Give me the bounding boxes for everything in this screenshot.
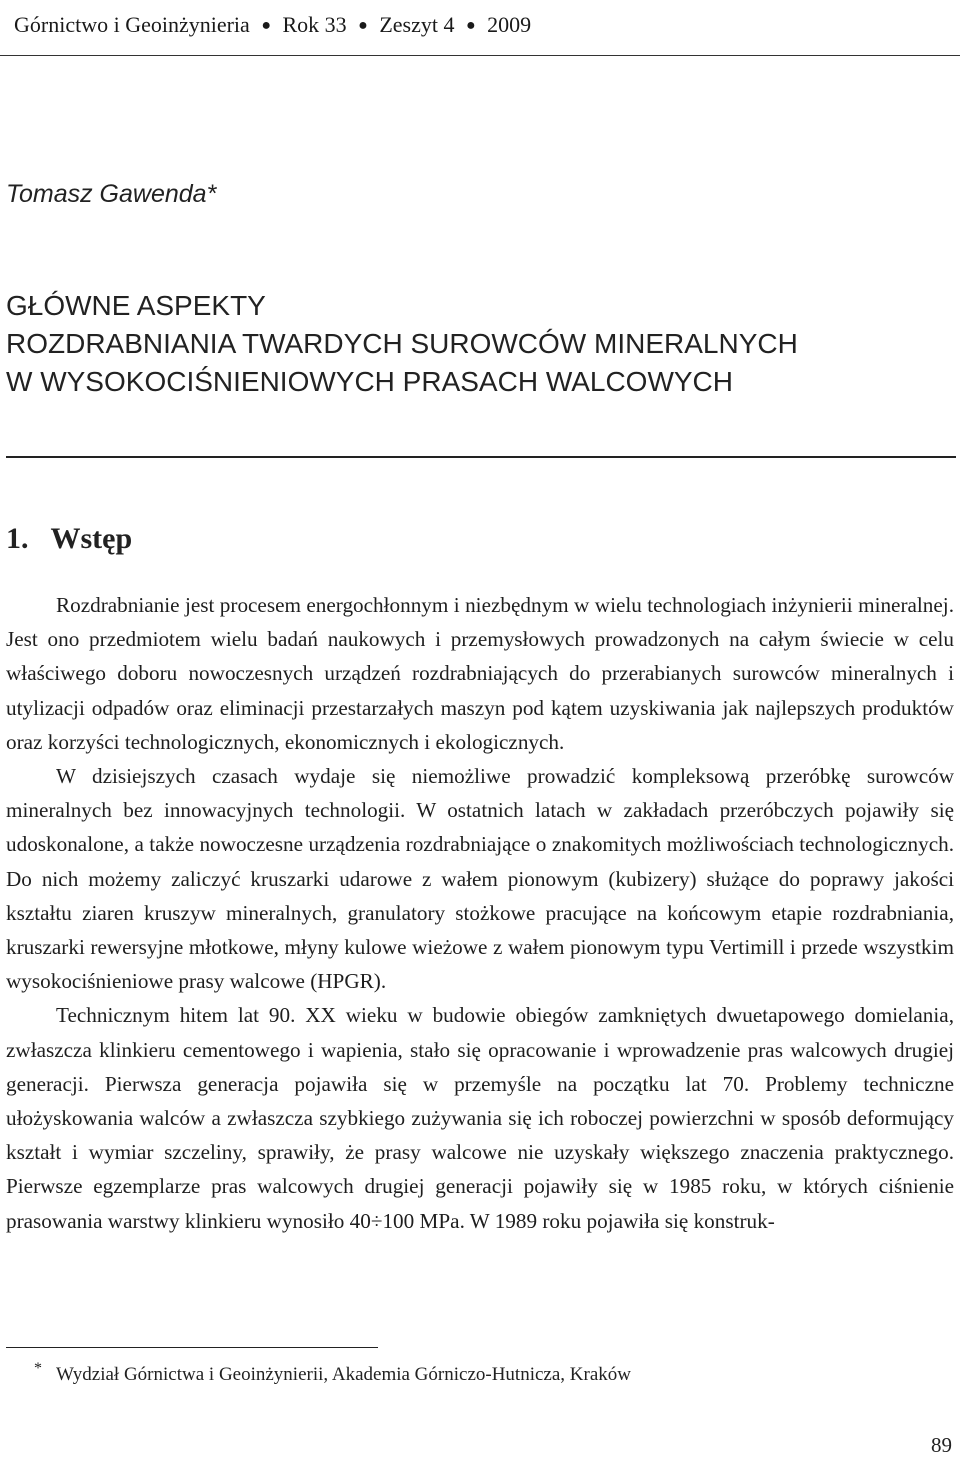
publication-year: 2009 — [487, 12, 532, 37]
paragraph: W dzisiejszych czasach wydaje się niemożliwe prowadzić kompleksową przeróbkę surowców mineralnych bez innowacyjnych technologii. W ostatnich latach w zakładach przeróbczych pojawiły się udoskonalone, a także nowoczesne urządzenia rozdrabniające o znakomitych możliwościach technologicznych. Do nich możemy zaliczyć kruszarki udarowe z wałem pionowym (kubizery) służące do poprawy jakości kształtu ziaren kruszyw mineralnych, granulatory stożkowe pracujące na końcowym etapie rozdrabniania, kruszarki rewersyjne młotkowe, młyny kulowe wieżowe z wałem pionowym typu Vertimill i przede wszystkim wysokociśnieniowe prasy walcowe (HPGR). — [6, 764, 954, 994]
footnote-rule — [6, 1347, 378, 1348]
issue-label: Zeszyt 4 — [379, 12, 455, 37]
title-line: W WYSOKOCIŚNIENIOWYCH PRASACH WALCOWYCH — [6, 366, 734, 397]
running-header — [14, 10, 954, 41]
footnote-mark: * — [34, 1360, 42, 1377]
separator-dot: ● — [466, 17, 476, 34]
article-title — [6, 287, 946, 401]
title-line: ROZDRABNIANIA TWARDYCH SUROWCÓW MINERALNYCH — [6, 328, 798, 359]
title-line: GŁÓWNE ASPEKTY — [6, 290, 266, 321]
separator-dot: ● — [358, 17, 368, 34]
author-name: Tomasz Gawenda* — [6, 180, 217, 208]
section-title: Wstęp — [50, 522, 133, 555]
volume-label: Rok 33 — [282, 12, 347, 37]
section-number: 1. — [6, 522, 29, 555]
header-rule — [0, 55, 960, 56]
title-rule — [6, 456, 956, 458]
section-heading — [6, 520, 132, 558]
footnote — [34, 1360, 934, 1390]
footnote-text: Wydział Górnictwa i Geoinżynierii, Akademia Górniczo-Hutnicza, Kraków — [56, 1364, 631, 1385]
journal-name: Górnictwo i Geoinżynieria — [14, 12, 250, 37]
paragraph: Rozdrabnianie jest procesem energochłonnym i niezbędnym w wielu technologiach inżynierii mineralnej. Jest ono przedmiotem wielu badań naukowych i przemysłowych prowadzonych na całym świecie w celu właściwego doboru nowoczesnych urządzeń rozdrabniających do przerabianych surowców mineralnych i utylizacji odpadów oraz eliminacji przestarzałych maszyn pod kątem uzyskiwania jak najlepszych produktów oraz korzyści technologicznych, ekonomicznych i ekologicznych. — [6, 593, 954, 754]
body-text — [6, 588, 954, 1238]
page-number: 89 — [931, 1433, 952, 1457]
separator-dot: ● — [261, 17, 271, 34]
paragraph: Technicznym hitem lat 90. XX wieku w budowie obiegów zamkniętych dwuetapowego domielania, zwłaszcza klinkieru cementowego i wapienia, stało się opracowanie i wprowadzenie pras walcowych drugiej generacji. Pierwsza generacja pojawiła się w przemyśle na początku lat 70. Problemy techniczne ułożyskowania walców a zwłaszcza szybkiego zużywania się ich roboczej powierzchni w sposób deformujący kształt i wymiar szczeliny, sprawiły, że prasy walcowe nie uzyskały większego znaczenia praktycznego. Pierwsze egzemplarze pras walcowych drugiej generacji pojawiły się w 1985 roku, w których ciśnienie prasowania warstwy klinkieru wynosiło 40÷100 MPa. W 1989 roku pojawiła się konstruk- — [6, 1003, 954, 1233]
